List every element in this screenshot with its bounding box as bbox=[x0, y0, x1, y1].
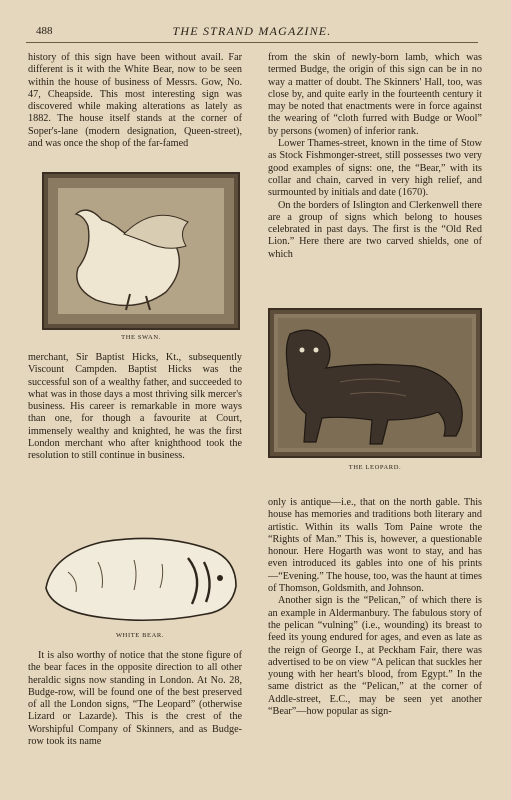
left-column bbox=[28, 52, 242, 792]
leopard-caption: THE LEOPARD. bbox=[348, 464, 402, 471]
right-text-block-2 bbox=[268, 497, 482, 718]
right-text-block-1 bbox=[268, 52, 482, 261]
white-bear-figure bbox=[38, 532, 242, 642]
paragraph: On the borders of Islington and Clerkenwell there are a group of signs which belong to houses celebrated in past days. The first is the “Old Red Lion.” Here there are two carved shields, one of which bbox=[268, 199, 482, 260]
paragraph: from the skin of newly-born lamb, which was termed Budge, the origin of this sign can be in no way a matter of doubt. The Skinners' Hall, too, was close by, and quite early in the fourteenth century it may be noted that enactments were in force against the wearing of “cloth furred with Budge or Wool” by persons (women) of inferior rank. bbox=[268, 52, 482, 137]
paragraph: only is antique—i.e., that on the north gable. This house has memories and traditions both literary and artistic. Within its walls Tom Paine wrote the “Rights of Man.” This is, however, a questionable honour. Here Hogarth was wont to stay, and has even introduced its gables into one of his prints—“Evening.” The house, too, was the haunt at times of Thomson, Goldsmith, and Johnson. bbox=[268, 497, 482, 595]
leopard-plaque bbox=[268, 308, 482, 458]
leopard-illustration bbox=[270, 310, 480, 456]
page-number: 488 bbox=[36, 25, 53, 37]
swan-illustration bbox=[44, 174, 238, 328]
paragraph: merchant, Sir Baptist Hicks, Kt., subsequently Viscount Campden. Baptist Hicks was the successful son of a wealthy father, and succeeded to what was in those days a most thriving silk mercer's business. His career is remarkable in more ways than one, for though a favourite at Court, immensely wealthy and knighted, he was the first London merchant who after knighthood took the resolution to still continue in business. bbox=[28, 352, 242, 462]
paragraph: Another sign is the “Pelican,” of which there is an example in Aldermanbury. The fabulous story of the pelican “vulning” (i.e., wounding) its breast to feed its young endured for ages, and even as late as the reign of George I., at Peckham Fair, there was advertised to be on view “A pelican that suckles her young with her heart's blood, from Egypt.” In the same district as the “Pelican,” at the corner of Addle-street, E.C., may be seen yet another “Bear”—how popular as sign- bbox=[268, 595, 482, 718]
page-header bbox=[26, 22, 478, 43]
swan-figure bbox=[42, 170, 240, 350]
swan-plaque bbox=[42, 172, 240, 330]
paragraph: It is also worthy of notice that the stone figure of the bear faces in the opposite direction to all other heraldic signs now standing in London. At No. 28, Budge-row, will be found one of the best preserved of all the London signs, “The Leopard” (otherwise Lizard or Lazarde). This is the crest of the Worshipful Company of Skinners, and as Budge-row took its name bbox=[28, 650, 242, 748]
paragraph: Lower Thames-street, known in the time of Stow as Stock Fishmonger-street, still possesses two very good examples of signs: one, the “Bear,” with its collar and chain, carved in very high relief, and surmounted by initials and date (1670). bbox=[268, 138, 482, 199]
leopard-figure bbox=[268, 308, 482, 480]
left-text-block-1 bbox=[28, 52, 242, 150]
left-text-block-2 bbox=[28, 352, 242, 463]
white-bear-caption: WHITE BEAR. bbox=[115, 632, 165, 639]
paragraph: history of this sign have been without avail. Far different is it with the White Bear, now to be seen within the house of business of Messrs. Gow, No. 47, Cheapside. This most interesting sign was discovered while making alterations as lately as 1882. The house itself stands at the corner of Soper's-lane (modern designation, Queen-street), and was once the shop of the far-famed bbox=[28, 52, 242, 150]
left-text-block-3 bbox=[28, 650, 242, 748]
right-column bbox=[268, 52, 482, 792]
running-title: THE STRAND MAGAZINE. bbox=[172, 24, 332, 38]
white-bear-illustration bbox=[38, 532, 242, 628]
swan-caption: THE SWAN. bbox=[121, 334, 161, 341]
